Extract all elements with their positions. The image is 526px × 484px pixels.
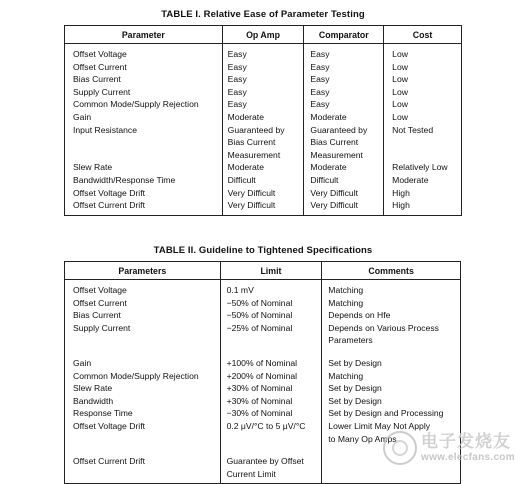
table-row <box>65 370 461 383</box>
table-cell <box>384 149 462 162</box>
parameter-testing-table <box>64 25 462 216</box>
watermark-url: www.elecfans.com <box>421 451 515 463</box>
table-cell: Offset Voltage <box>65 44 223 61</box>
table-row <box>65 161 462 174</box>
table-cell: Low <box>384 86 462 99</box>
table-cell: +200% of Nominal <box>220 370 322 383</box>
table-cell: Offset Voltage Drift <box>65 420 221 433</box>
table-cell: −50% of Nominal <box>220 297 322 310</box>
table-cell <box>220 433 322 446</box>
table-cell: to Many Op Amps <box>322 433 461 446</box>
table-row <box>65 297 461 310</box>
table-cell <box>384 136 462 149</box>
table-cell: −50% of Nominal <box>220 309 322 322</box>
table-cell: Matching <box>322 280 461 297</box>
table-cell: High <box>384 199 462 215</box>
table-cell: −25% of Nominal <box>220 322 322 335</box>
table-cell: Current Limit <box>220 468 322 484</box>
table-cell: Depends on Various Process <box>322 322 461 335</box>
col-header-op-amp: Op Amp <box>222 26 304 44</box>
table-cell: Bias Current <box>65 309 221 322</box>
table-cell: Set by Design <box>322 382 461 395</box>
table1-body <box>65 44 462 216</box>
table-cell: Easy <box>222 44 304 61</box>
table-cell: Low <box>384 98 462 111</box>
table-cell: 0.1 mV <box>220 280 322 297</box>
table-cell: Offset Voltage Drift <box>65 187 223 200</box>
table-cell: Offset Current Drift <box>65 199 223 215</box>
table-row <box>65 322 461 335</box>
table-cell: Moderate <box>222 111 304 124</box>
table-row <box>65 309 461 322</box>
table-cell: −30% of Nominal <box>220 407 322 420</box>
table-row <box>65 395 461 408</box>
table-cell: Common Mode/Supply Rejection <box>65 98 223 111</box>
table-cell: Bandwidth <box>65 395 221 408</box>
table-row <box>65 44 462 61</box>
table2-title: TABLE II. Guideline to Tightened Specifications <box>153 245 373 256</box>
table-cell <box>65 433 221 446</box>
table-row <box>65 124 462 137</box>
table-cell: Difficult <box>304 174 384 187</box>
table-cell: Very Difficult <box>222 199 304 215</box>
table-cell: +100% of Nominal <box>220 357 322 370</box>
col-header-parameter: Parameter <box>65 26 223 44</box>
table-cell <box>65 468 221 484</box>
table-cell: Easy <box>304 44 384 61</box>
table-cell <box>65 334 221 347</box>
table-cell: Very Difficult <box>304 199 384 215</box>
table-cell: Input Resistance <box>65 124 223 137</box>
table-cell: Parameters <box>322 334 461 347</box>
table-cell: Easy <box>222 98 304 111</box>
table-cell: Slew Rate <box>65 161 223 174</box>
table-cell: Guarantee by Offset <box>220 455 322 468</box>
table-row <box>65 149 462 162</box>
table-cell: Relatively Low <box>384 161 462 174</box>
table-cell: Moderate <box>222 161 304 174</box>
table-cell: 0.2 μV/°C to 5 μV/°C <box>220 420 322 433</box>
table-cell: Difficult <box>222 174 304 187</box>
watermark-cn-text: 电子发烧友 <box>421 432 511 453</box>
table-cell: Bandwidth/Response Time <box>65 174 223 187</box>
table-cell: Set by Design and Processing <box>322 407 461 420</box>
table-row <box>65 111 462 124</box>
table-cell: Offset Current Drift <box>65 455 221 468</box>
table-cell: Low <box>384 61 462 74</box>
table-row <box>65 382 461 395</box>
table-row <box>65 468 461 484</box>
table-cell: Supply Current <box>65 86 223 99</box>
table-cell: Measurement <box>222 149 304 162</box>
table-cell: Common Mode/Supply Rejection <box>65 370 221 383</box>
col-header-comments: Comments <box>322 262 461 280</box>
table-cell: Easy <box>222 61 304 74</box>
table-cell: Offset Voltage <box>65 280 221 297</box>
table-cell: Supply Current <box>65 322 221 335</box>
table-cell: Not Tested <box>384 124 462 137</box>
table-cell: Easy <box>222 86 304 99</box>
table-cell: Offset Current <box>65 297 221 310</box>
col-header-limit: Limit <box>220 262 322 280</box>
table-cell: Set by Design <box>322 395 461 408</box>
table-cell: Low <box>384 111 462 124</box>
table-cell: High <box>384 187 462 200</box>
table-row <box>65 187 462 200</box>
col-header-comparator: Comparator <box>304 26 384 44</box>
table-row <box>65 407 461 420</box>
table-row <box>65 357 461 370</box>
table-cell: Low <box>384 73 462 86</box>
table-cell: Easy <box>222 73 304 86</box>
table-cell: Easy <box>304 61 384 74</box>
elecfans-logo-icon <box>383 431 417 465</box>
table-row <box>65 280 461 297</box>
table-cell: Bias Current <box>65 73 223 86</box>
spacer-row <box>65 347 461 357</box>
table-cell: +30% of Nominal <box>220 395 322 408</box>
table-cell: Bias Current <box>304 136 384 149</box>
table-row <box>65 86 462 99</box>
table-cell: Response Time <box>65 407 221 420</box>
table-cell: Very Difficult <box>222 187 304 200</box>
table-cell: Guaranteed by <box>222 124 304 137</box>
table-cell <box>65 136 223 149</box>
table-row <box>65 334 461 347</box>
col-header-cost: Cost <box>384 26 462 44</box>
table-cell <box>220 334 322 347</box>
elecfans-watermark <box>383 426 523 470</box>
table-cell: Matching <box>322 297 461 310</box>
table1-title: TABLE I. Relative Ease of Parameter Testing <box>161 9 365 20</box>
table-cell: Moderate <box>304 111 384 124</box>
table-row <box>65 73 462 86</box>
table-cell: Easy <box>304 73 384 86</box>
table-cell <box>322 468 461 484</box>
table-cell: Low <box>384 44 462 61</box>
table-cell: Set by Design <box>322 357 461 370</box>
table-cell: Gain <box>65 111 223 124</box>
table-cell: Depends on Hfe <box>322 309 461 322</box>
table-cell: +30% of Nominal <box>220 382 322 395</box>
table-cell: Offset Current <box>65 61 223 74</box>
table-cell: Slew Rate <box>65 382 221 395</box>
table-row <box>65 136 462 149</box>
table-cell: Matching <box>322 370 461 383</box>
table-cell: Lower Limit May Not Apply <box>322 420 461 433</box>
table-cell: Measurement <box>304 149 384 162</box>
table-row <box>65 98 462 111</box>
col-header-parameters: Parameters <box>65 262 221 280</box>
table-row <box>65 199 462 215</box>
table-cell: Bias Current <box>222 136 304 149</box>
table-row <box>65 174 462 187</box>
table-cell: Moderate <box>304 161 384 174</box>
table-cell: Easy <box>304 98 384 111</box>
table-cell: Very Difficult <box>304 187 384 200</box>
table-cell: Easy <box>304 86 384 99</box>
table-cell: Moderate <box>384 174 462 187</box>
table-cell: Gain <box>65 357 221 370</box>
table-cell: Guaranteed by <box>304 124 384 137</box>
table-cell <box>65 149 223 162</box>
table-row <box>65 61 462 74</box>
